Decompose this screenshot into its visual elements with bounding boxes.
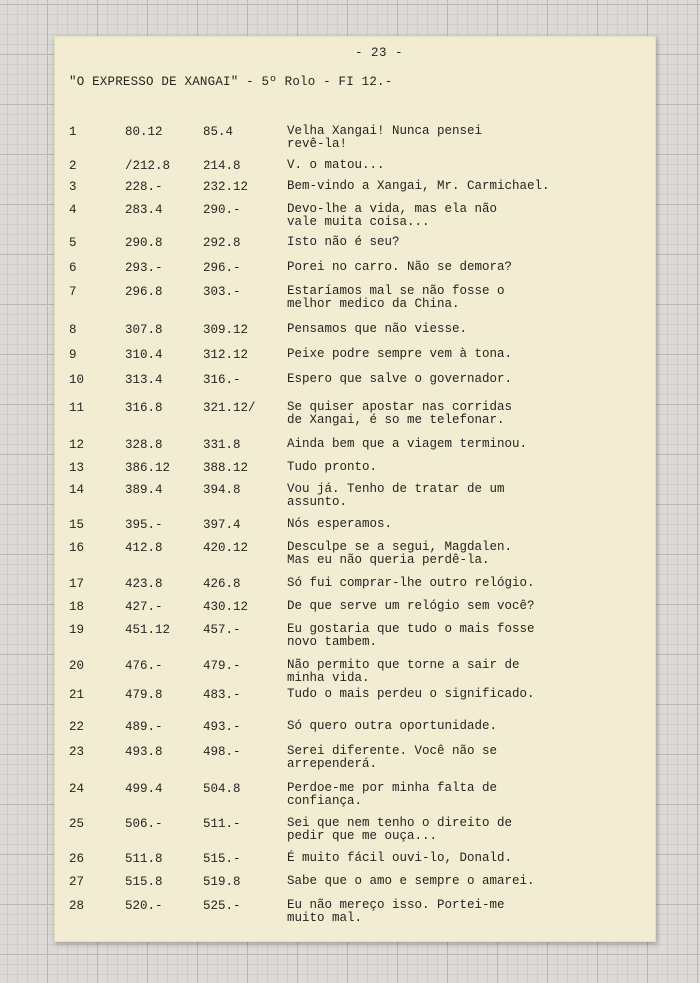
- subtitle-text: [287, 401, 512, 427]
- subtitle-text: [287, 518, 392, 531]
- subtitle-row: [55, 541, 657, 573]
- subtitle-line: V. o matou...: [287, 158, 385, 172]
- timecode-out: 483.-: [203, 688, 241, 702]
- subtitle-row: [55, 203, 657, 235]
- subtitle-row: [55, 899, 657, 931]
- subtitle-line: Bem-vindo a Xangai, Mr. Carmichael.: [287, 179, 550, 193]
- timecode-out: 457.-: [203, 623, 241, 637]
- subtitle-number: 2: [69, 159, 77, 173]
- subtitle-text: [287, 745, 497, 771]
- timecode-out: 479.-: [203, 659, 241, 673]
- subtitle-line: Se quiser apostar nas corridas: [287, 400, 513, 414]
- subtitle-text: [287, 659, 520, 685]
- timecode-out: 504.8: [203, 782, 241, 796]
- subtitle-line: Sabe que o amo e sempre o amarei.: [287, 874, 535, 888]
- timecode-out: 331.8: [203, 438, 241, 452]
- subtitle-number: 23: [69, 745, 85, 759]
- timecode-in: 515.8: [125, 875, 163, 889]
- subtitle-line: Mas eu não queria perdê-la.: [287, 553, 490, 567]
- timecode-in: 228.-: [125, 180, 163, 194]
- subtitle-number: 12: [69, 438, 85, 452]
- subtitle-row: [55, 483, 657, 515]
- subtitle-number: 28: [69, 899, 85, 913]
- subtitle-text: [287, 541, 512, 567]
- timecode-out: 493.-: [203, 720, 241, 734]
- timecode-out: 519.8: [203, 875, 241, 889]
- subtitle-row: [55, 285, 657, 317]
- subtitle-text: [287, 483, 505, 509]
- timecode-in: 313.4: [125, 373, 163, 387]
- subtitle-text: [287, 159, 385, 172]
- timecode-in: 395.-: [125, 518, 163, 532]
- subtitle-number: 3: [69, 180, 77, 194]
- timecode-in: 451.12: [125, 623, 171, 637]
- timecode-out: 316.-: [203, 373, 241, 387]
- subtitle-line: Peixe podre sempre vem à tona.: [287, 347, 513, 361]
- subtitle-row: [55, 125, 657, 157]
- timecode-out: 232.12: [203, 180, 249, 194]
- timecode-out: 388.12: [203, 461, 249, 475]
- subtitle-number: 7: [69, 285, 77, 299]
- timecode-out: 309.12: [203, 323, 249, 337]
- subtitle-line: Desculpe se a segui, Magdalen.: [287, 540, 513, 554]
- timecode-in: 293.-: [125, 261, 163, 275]
- subtitle-number: 25: [69, 817, 85, 831]
- timecode-out: 420.12: [203, 541, 249, 555]
- subtitle-line: muito mal.: [287, 911, 363, 925]
- timecode-in: 489.-: [125, 720, 163, 734]
- subtitle-line: revê-la!: [287, 137, 348, 151]
- subtitle-text: [287, 623, 535, 649]
- subtitle-number: 17: [69, 577, 85, 591]
- timecode-out: 515.-: [203, 852, 241, 866]
- subtitle-number: 8: [69, 323, 77, 337]
- timecode-out: 511.-: [203, 817, 241, 831]
- subtitle-row: [55, 688, 657, 720]
- subtitle-line: Perdoe-me por minha falta de: [287, 781, 498, 795]
- timecode-in: 476.-: [125, 659, 163, 673]
- subtitle-line: Eu não mereço isso. Portei-me: [287, 898, 505, 912]
- subtitle-line: Ainda bem que a viagem terminou.: [287, 437, 528, 451]
- subtitle-line: Estaríamos mal se não fosse o: [287, 284, 505, 298]
- subtitle-number: 19: [69, 623, 85, 637]
- timecode-out: 290.-: [203, 203, 241, 217]
- subtitle-line: De que serve um relógio sem você?: [287, 599, 535, 613]
- timecode-in: 499.4: [125, 782, 163, 796]
- timecode-in: 412.8: [125, 541, 163, 555]
- timecode-in: 296.8: [125, 285, 163, 299]
- page-number: - 23 -: [355, 46, 404, 60]
- subtitle-line: Isto não é seu?: [287, 235, 400, 249]
- timecode-in: 506.-: [125, 817, 163, 831]
- timecode-in: 307.8: [125, 323, 163, 337]
- timecode-in: 493.8: [125, 745, 163, 759]
- subtitle-number: 5: [69, 236, 77, 250]
- typed-sheet: [54, 36, 656, 942]
- timecode-in: 328.8: [125, 438, 163, 452]
- subtitle-number: 24: [69, 782, 85, 796]
- subtitle-number: 21: [69, 688, 85, 702]
- subtitle-row: [55, 817, 657, 849]
- timecode-out: 296.-: [203, 261, 241, 275]
- timecode-in: 423.8: [125, 577, 163, 591]
- subtitle-line: Porei no carro. Não se demora?: [287, 260, 513, 274]
- timecode-in: 389.4: [125, 483, 163, 497]
- subtitle-line: Nós esperamos.: [287, 517, 393, 531]
- subtitle-text: [287, 180, 550, 193]
- subtitle-line: Vou já. Tenho de tratar de um: [287, 482, 505, 496]
- subtitle-text: [287, 438, 527, 451]
- timecode-in: 316.8: [125, 401, 163, 415]
- subtitle-text: [287, 817, 512, 843]
- subtitle-row: [55, 623, 657, 655]
- subtitle-number: 27: [69, 875, 85, 889]
- subtitle-line: Sei que nem tenho o direito de: [287, 816, 513, 830]
- subtitle-number: 20: [69, 659, 85, 673]
- timecode-in: 520.-: [125, 899, 163, 913]
- subtitle-text: [287, 261, 512, 274]
- subtitle-text: [287, 203, 497, 229]
- subtitle-row: [55, 782, 657, 814]
- subtitle-text: [287, 348, 512, 361]
- subtitle-line: minha vida.: [287, 671, 370, 685]
- timecode-out: 321.12/: [203, 401, 256, 415]
- timecode-in: 290.8: [125, 236, 163, 250]
- subtitle-number: 16: [69, 541, 85, 555]
- subtitle-text: [287, 688, 535, 701]
- subtitle-line: Só quero outra oportunidade.: [287, 719, 498, 733]
- subtitle-number: 9: [69, 348, 77, 362]
- subtitle-line: Eu gostaria que tudo o mais fosse: [287, 622, 535, 636]
- subtitle-text: [287, 875, 535, 888]
- timecode-in: 283.4: [125, 203, 163, 217]
- subtitle-line: Devo-lhe a vida, mas ela não: [287, 202, 498, 216]
- subtitle-line: Tudo o mais perdeu o significado.: [287, 687, 535, 701]
- subtitle-line: Não permito que torne a sair de: [287, 658, 520, 672]
- timecode-out: 214.8: [203, 159, 241, 173]
- subtitle-number: 15: [69, 518, 85, 532]
- subtitle-number: 14: [69, 483, 85, 497]
- subtitle-text: [287, 577, 535, 590]
- subtitle-number: 26: [69, 852, 85, 866]
- subtitle-line: vale muita coisa...: [287, 215, 430, 229]
- timecode-in: 427.-: [125, 600, 163, 614]
- timecode-out: 525.-: [203, 899, 241, 913]
- subtitle-text: [287, 236, 400, 249]
- timecode-out: 292.8: [203, 236, 241, 250]
- subtitle-text: [287, 782, 497, 808]
- timecode-out: 85.4: [203, 125, 234, 139]
- timecode-out: 430.12: [203, 600, 249, 614]
- timecode-in: 511.8: [125, 852, 163, 866]
- timecode-out: 303.-: [203, 285, 241, 299]
- timecode-in: 479.8: [125, 688, 163, 702]
- subtitle-row: [55, 745, 657, 777]
- subtitle-line: arrependerá.: [287, 757, 378, 771]
- subtitle-number: 4: [69, 203, 77, 217]
- subtitle-number: 6: [69, 261, 77, 275]
- subtitle-text: [287, 852, 512, 865]
- subtitle-number: 13: [69, 461, 85, 475]
- subtitle-line: assunto.: [287, 495, 348, 509]
- subtitle-line: novo tambem.: [287, 635, 378, 649]
- subtitle-line: de Xangai, é so me telefonar.: [287, 413, 505, 427]
- subtitle-text: [287, 720, 497, 733]
- subtitle-line: Só fui comprar-lhe outro relógio.: [287, 576, 535, 590]
- subtitle-number: 18: [69, 600, 85, 614]
- timecode-out: 426.8: [203, 577, 241, 591]
- subtitle-text: [287, 461, 377, 474]
- document-header: "O EXPRESSO DE XANGAI" - 5º Rolo - FI 12.-: [69, 75, 393, 89]
- subtitle-text: [287, 600, 535, 613]
- subtitle-line: Tudo pronto.: [287, 460, 378, 474]
- subtitle-text: [287, 323, 467, 336]
- subtitle-row: [55, 401, 657, 433]
- timecode-out: 498.-: [203, 745, 241, 759]
- subtitle-number: 1: [69, 125, 77, 139]
- subtitle-text: [287, 125, 482, 151]
- subtitle-text: [287, 373, 512, 386]
- timecode-in: 80.12: [125, 125, 163, 139]
- subtitle-line: É muito fácil ouvi-lo, Donald.: [287, 851, 513, 865]
- timecode-out: 312.12: [203, 348, 249, 362]
- subtitle-number: 10: [69, 373, 85, 387]
- timecode-in: 310.4: [125, 348, 163, 362]
- subtitle-text: [287, 285, 505, 311]
- timecode-out: 397.4: [203, 518, 241, 532]
- subtitle-line: Serei diferente. Você não se: [287, 744, 498, 758]
- timecode-in: 386.12: [125, 461, 171, 475]
- subtitle-text: [287, 899, 505, 925]
- subtitle-line: pedir que me ouça...: [287, 829, 438, 843]
- subtitle-line: Pensamos que não viesse.: [287, 322, 468, 336]
- subtitle-number: 22: [69, 720, 85, 734]
- subtitle-number: 11: [69, 401, 85, 415]
- subtitle-line: Velha Xangai! Nunca pensei: [287, 124, 483, 138]
- subtitle-line: melhor medico da China.: [287, 297, 460, 311]
- subtitle-line: Espero que salve o governador.: [287, 372, 513, 386]
- timecode-out: 394.8: [203, 483, 241, 497]
- timecode-in: /212.8: [125, 159, 171, 173]
- subtitle-line: confiança.: [287, 794, 363, 808]
